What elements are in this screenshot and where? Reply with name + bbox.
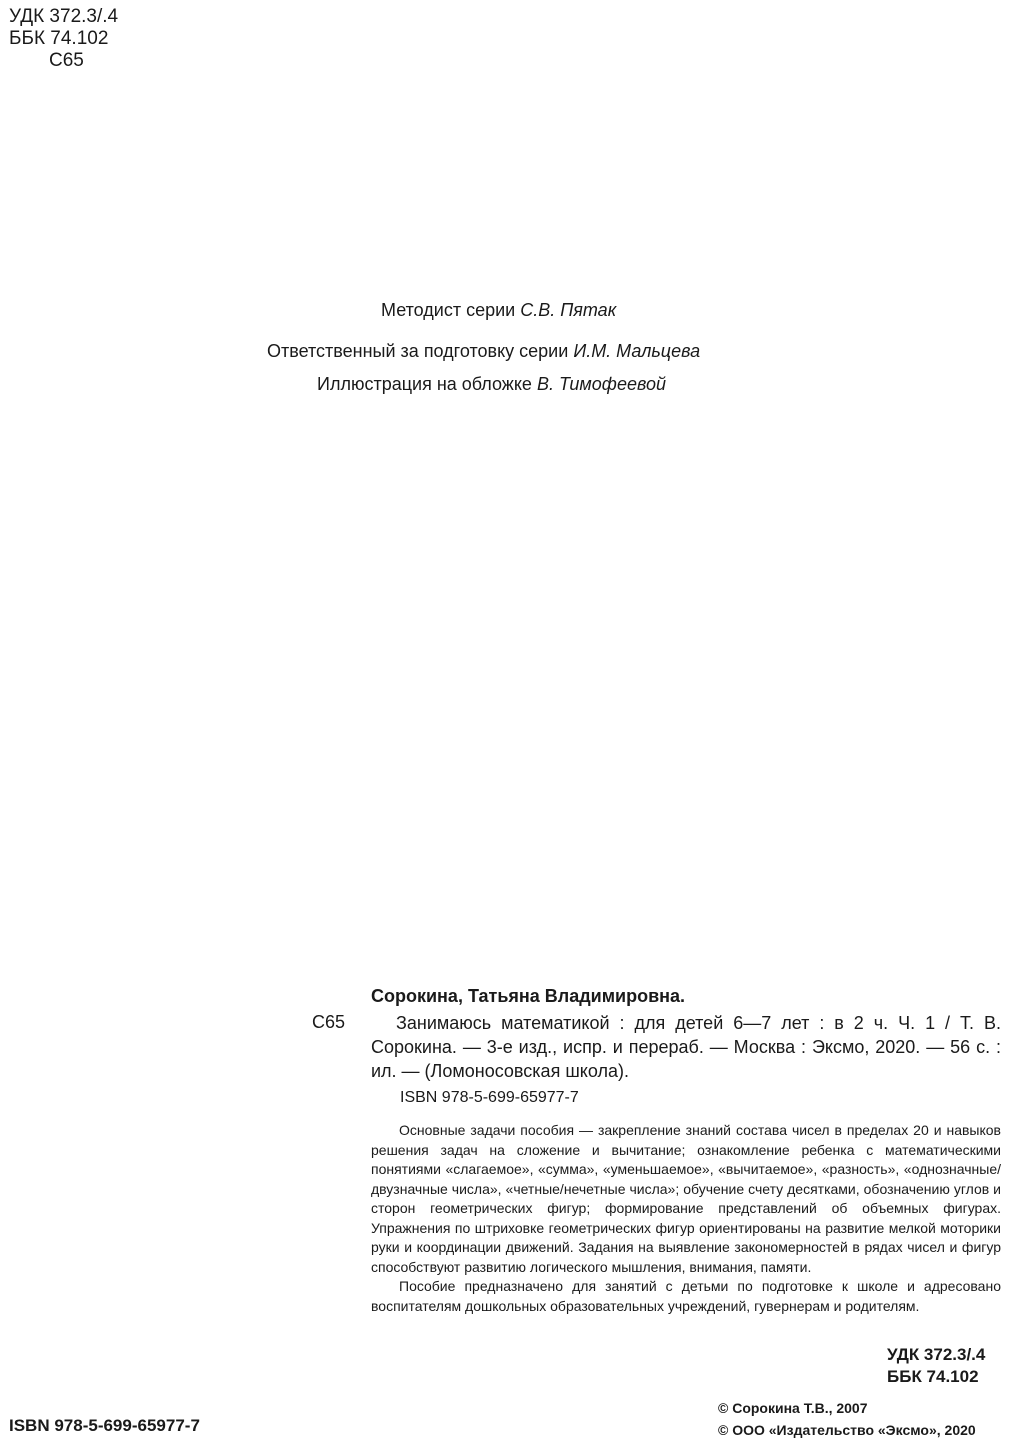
top-classification-codes: [9, 6, 118, 72]
annotation-paragraph: Пособие предназначено для занятий с детьми по подготовке к школе и адресовано воспитателям дошкольных образовательных учреждений, гувернерам и родителям.: [371, 1278, 1001, 1314]
bottom-udk-code: УДК 372.3/.4: [887, 1345, 986, 1364]
copyright-author: © Сорокина Т.В., 2007: [718, 1400, 868, 1416]
credit-responsible-label: Ответственный за подготовку серии: [267, 341, 569, 361]
annotation: [371, 1121, 1001, 1316]
footer-copyright: [718, 1397, 976, 1441]
credit-illustration-name: В. Тимофеевой: [536, 374, 667, 394]
copyright-publisher: © ООО «Издательство «Эксмо», 2020: [718, 1422, 976, 1438]
top-udk-code: УДК 372.3/.4: [9, 6, 119, 27]
bottom-bbk-code: ББК 74.102: [887, 1367, 979, 1386]
credit-responsible: [267, 340, 700, 362]
bibliography-description: Занимаюсь математикой : для детей 6—7 лет : в 2 ч. Ч. 1 / Т. В. Сорокина. — 3-е изд., испр. и перераб. — Москва : Эксмо, 2020. — 56 с. : ил. — (Ломоносовская школа).: [371, 1013, 1001, 1081]
top-bbk-code: ББК 74.102: [9, 28, 109, 49]
bibliography-author: Сорокина, Татьяна Владимировна.: [371, 986, 686, 1006]
credit-methodist-label: Методист серии: [381, 300, 516, 320]
credit-responsible-name: И.М. Мальцева: [573, 341, 701, 361]
footer-isbn: ISBN 978-5-699-65977-7: [9, 1416, 200, 1435]
bibliography-author-mark: С65: [312, 1012, 346, 1032]
top-author-mark: С65: [49, 50, 84, 71]
credit-illustration: [317, 373, 666, 395]
annotation-paragraph: Основные задачи пособия — закрепление знаний состава чисел в пределах 20 и навыков решения задач на сложение и вычитание; ознакомление ребенка с математическими понятиями «слагаемое», «сумма», «уменьшаемое», «вычитаемое», «разность», «однозначные/двузначные числа», «четные/нечетные числа»; обучение счету десятками, обозначению углов и сторон геометрических фигур; формирование представлений об объемных фигурах. Упражнения по штриховке геометрических фигур ориентированы на развитие мелкой моторики руки и координации движений. Задания на выявление закономерностей в рядах чисел и фигур способствуют развитию логического мышления, внимания, памяти.: [371, 1122, 1001, 1275]
bottom-classification-codes: [887, 1344, 985, 1388]
bibliography-isbn: ISBN 978-5-699-65977-7: [400, 1089, 579, 1106]
credit-methodist: [381, 299, 616, 321]
credit-illustration-label: Иллюстрация на обложке: [317, 374, 532, 394]
credit-methodist-name: С.В. Пятак: [520, 300, 617, 320]
